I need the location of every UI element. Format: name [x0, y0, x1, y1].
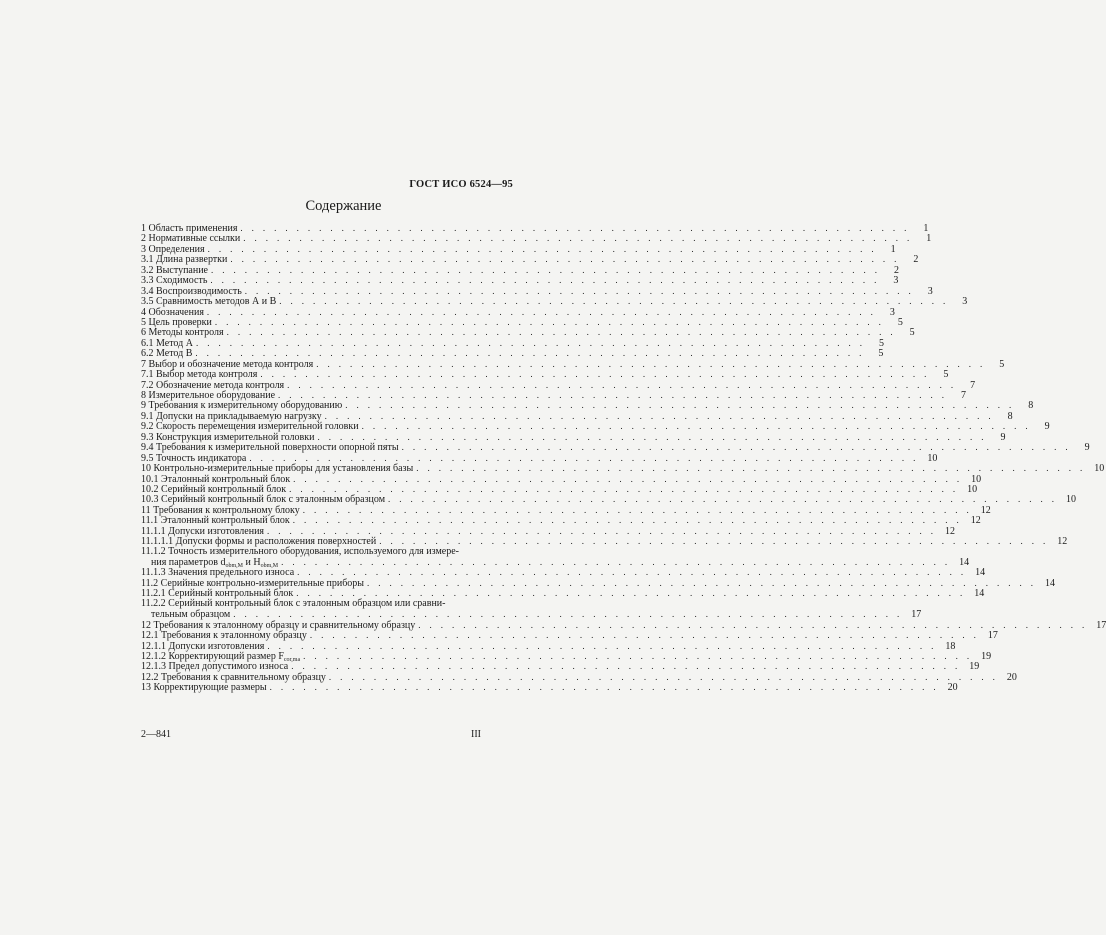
toc-entry-title: 9.1 Допуски на прикладываемую нагрузку	[141, 410, 322, 422]
toc-entry-title: 8 Измерительное оборудование	[141, 390, 276, 401]
toc-entry	[141, 400, 1034, 412]
toc-entry	[141, 337, 884, 349]
toc-page-number: 10	[1094, 463, 1105, 475]
toc-page-number: 5	[943, 369, 949, 381]
toc-entry	[141, 223, 929, 234]
toc-page-number: 12	[1057, 536, 1068, 548]
toc-entry	[141, 515, 981, 527]
page-title	[0, 198, 661, 215]
dot-leader: ............................................................	[401, 442, 1077, 453]
dot-leader: ............................................................	[361, 421, 1037, 432]
table-of-contents	[141, 223, 1106, 694]
toc-page-number: 14	[974, 588, 985, 600]
toc-entry-title: 11.1.1.1 Допуски формы и расположения поверхностей	[141, 536, 377, 548]
dot-leader: ............................................................	[240, 223, 916, 233]
dot-leader: ............................................................	[210, 275, 886, 286]
toc-entry-title: 6.1 Метод А	[141, 337, 193, 349]
dot-leader: ............................................................	[267, 640, 943, 651]
toc-entry	[141, 442, 1090, 454]
toc-page-number: 10	[1066, 494, 1077, 506]
toc-entry-title: 6.2 Метод В	[141, 348, 193, 360]
toc-entry-title: 9.5 Точность индикатора	[141, 452, 247, 464]
toc-entry-title: 3.2 Выступание	[141, 264, 208, 276]
dot-leader: ............................................................	[292, 515, 968, 526]
toc-page-number: 17	[987, 630, 998, 642]
dot-leader: ............................................................	[243, 233, 919, 244]
toc-entry-title: 3.3 Сходимость	[141, 275, 208, 287]
subscript: obm,M	[225, 563, 244, 569]
toc-entry-title: 11.2.1 Серийный контрольный блок	[141, 588, 294, 600]
toc-page-number: 14	[975, 567, 986, 579]
toc-page-number: 20	[947, 682, 958, 694]
dot-leader: ............................................................	[316, 358, 992, 369]
dot-leader: ............................................................	[230, 254, 906, 265]
toc-entry-title: 7 Выбор и обозначение метода контроля	[141, 358, 314, 370]
dot-leader: ............................................................	[206, 306, 882, 317]
subscript: cor,ma	[283, 656, 301, 663]
toc-entry	[141, 233, 932, 245]
toc-entry-title: ния параметров $d_{obm,M}$ и $H_{obm,M}$	[151, 557, 279, 569]
dot-leader: ............................................................	[345, 400, 1021, 411]
toc-page-number: 1	[926, 233, 932, 245]
toc-entry-title: 11.1 Эталонный контрольный блок	[141, 515, 290, 527]
dot-leader: ............................................................	[249, 452, 925, 463]
toc-entry-title: 11.2.2 Серийный контрольный блок с эталонным образцом или сравни-	[141, 597, 446, 609]
toc-entry-title: 11.1.1 Допуски изготовления	[141, 525, 265, 537]
dot-leader: ............................................................	[296, 588, 972, 599]
dot-leader: ............................................................	[303, 650, 979, 661]
dot-leader: ............................................................	[309, 630, 985, 641]
toc-entry-title: 4 Обозначения	[141, 306, 204, 318]
toc-entry	[141, 452, 938, 464]
dot-leader: ............................................................	[211, 264, 886, 275]
toc-entry-title: 3 Определения	[141, 243, 205, 255]
toc-page-number: 5	[878, 337, 884, 349]
dot-leader: ............................................................	[324, 410, 1000, 421]
toc-page-number: 3	[962, 296, 968, 308]
formula-text: и H	[243, 557, 261, 568]
toc-page-number: 9	[1084, 442, 1090, 454]
dot-leader: ............................................................	[302, 504, 978, 515]
toc-page-number: 10	[967, 483, 978, 495]
toc-page-number: 1	[890, 243, 896, 255]
toc-entry	[141, 661, 980, 673]
dot-leader: ............................................................	[279, 296, 955, 307]
toc-page-number: 7	[961, 390, 967, 401]
toc-entry	[141, 421, 1050, 433]
toc-page-number: 2	[913, 254, 919, 266]
toc-page-number: 9	[1000, 431, 1006, 443]
dot-leader: ............................................................	[388, 494, 1064, 505]
footer-page-number: III	[471, 729, 481, 740]
toc-entry	[141, 682, 958, 694]
toc-page-number: 18	[945, 640, 956, 652]
toc-entry-title: 12.1.1 Допуски изготовления	[141, 640, 265, 652]
toc-entry-title: 10 Контрольно-измерительные приборы для установления базы	[141, 463, 414, 475]
toc-entry	[141, 619, 1106, 631]
toc-entry	[141, 525, 956, 537]
toc-entry	[141, 640, 956, 652]
toc-page-number: 7	[970, 379, 976, 391]
toc-entry-title: 12.2 Требования к сравнительному образцу	[141, 671, 326, 683]
dot-leader: ............................................................	[195, 348, 871, 359]
toc-entry-title: 3.4 Воспроизводимость	[141, 285, 242, 297]
toc-entry	[141, 243, 896, 255]
toc-entry	[141, 577, 1056, 589]
toc-entry-title: 11.2 Серийные контрольно-измерительные приборы	[141, 577, 365, 589]
toc-page-number: 8	[1028, 400, 1034, 412]
toc-entry	[141, 536, 1068, 548]
footer-signature: 2—841	[141, 729, 171, 740]
toc-entry	[141, 650, 992, 663]
toc-entry	[141, 327, 915, 339]
toc-page-number: 1	[923, 223, 929, 234]
toc-entry-title: 10.3 Серийный контрольный блок с эталонным образцом	[141, 494, 386, 506]
toc-entry-title: 12 Требования к эталонному образцу и сравнительному образцу	[141, 619, 416, 631]
toc-entry	[141, 285, 933, 297]
toc-page-number: 14	[1045, 577, 1056, 589]
toc-page-number: 9	[1044, 421, 1050, 433]
toc-page-number: 10	[927, 452, 938, 464]
toc-page-number: 10	[971, 473, 982, 485]
dot-leader: ............................................................	[416, 463, 1092, 474]
toc-entry-title: 3.1 Длина развертки	[141, 254, 228, 266]
toc-entry	[141, 275, 899, 287]
toc-entry-title: 7.1 Выбор метода контроля	[141, 369, 258, 381]
toc-entry-title: 9.2 Скорость перемещения измерительной головки	[141, 421, 359, 433]
toc-page-number: 19	[981, 650, 992, 662]
toc-entry	[141, 463, 1105, 475]
toc-entry	[141, 671, 1017, 683]
dot-leader: ............................................................	[281, 557, 957, 567]
toc-entry	[141, 473, 982, 485]
toc-entry	[141, 609, 922, 621]
toc-entry	[141, 557, 970, 569]
dot-leader: ............................................................	[291, 661, 967, 672]
toc-entry	[141, 494, 1077, 506]
toc-entry-title: 11.1.2 Точность измерительного оборудования, используемого для измере-	[141, 545, 459, 557]
toc-entry-title: 12.1.2 Корректирующий размер $F_{cor,ma}$	[141, 650, 301, 663]
toc-entry-title: 9.3 Конструкция измерительной головки	[141, 431, 315, 443]
toc-page-number: 5	[897, 316, 903, 328]
dot-leader: ............................................................	[328, 671, 1004, 682]
toc-page-number: 5	[878, 348, 884, 360]
dot-leader: ............................................................	[317, 431, 993, 442]
toc-entry-title: тельным образцом	[151, 609, 231, 621]
standard-code: ГОСТ ИСО 6524—95	[409, 179, 513, 190]
dot-leader: ............................................................	[214, 316, 890, 327]
toc-page-number: 2	[894, 264, 899, 276]
toc-entry	[141, 296, 968, 308]
toc-page-number: 5	[999, 358, 1005, 370]
dot-leader: ............................................................	[244, 285, 920, 296]
toc-entry-title: 13 Корректирующие размеры	[141, 682, 267, 694]
toc-entry-title: 12.1.3 Предел допустимого износа	[141, 661, 289, 673]
toc-page-number: 3	[889, 306, 895, 318]
toc-entry-title: 12.1 Требования к эталонному образцу	[141, 630, 307, 642]
dot-leader: ............................................................	[379, 536, 1055, 547]
dot-leader: ............................................................	[289, 483, 965, 494]
toc-entry	[141, 390, 967, 401]
dot-leader: ............................................................	[297, 567, 973, 578]
dot-leader: ............................................................	[287, 379, 963, 390]
toc-page-number: 5	[909, 327, 915, 339]
dot-leader: ............................................................	[260, 369, 936, 380]
subscript: obm,M	[260, 563, 279, 569]
toc-entry-title: 9 Требования к измерительному оборудованию	[141, 400, 343, 412]
toc-entry	[141, 431, 1006, 443]
toc-entry-title: 11.1.3 Значения предельного износа	[141, 567, 295, 579]
toc-page-number: 14	[959, 557, 970, 568]
dot-leader: ............................................................	[278, 390, 954, 400]
toc-page-number: 3	[927, 285, 933, 297]
toc-entry	[141, 369, 949, 381]
toc-entry-title: 6 Методы контроля	[141, 327, 224, 339]
dot-leader: ............................................................	[233, 609, 909, 620]
toc-entry-title: 3.5 Сравнимость методов А и В	[141, 296, 277, 308]
toc-page-number: 12	[980, 504, 991, 516]
toc-entry	[141, 504, 991, 516]
toc-entry	[141, 264, 899, 276]
toc-entry-title: 5 Цель проверки	[141, 316, 212, 328]
toc-entry	[141, 567, 986, 579]
toc-entry	[141, 358, 1005, 370]
toc-entry	[141, 316, 903, 328]
toc-entry	[141, 379, 976, 391]
toc-entry-title: 10.1 Эталонный контрольный блок	[141, 473, 291, 485]
toc-page-number: 20	[1006, 671, 1017, 683]
dot-leader: ............................................................	[293, 473, 969, 484]
toc-entry	[141, 306, 895, 318]
toc-entry-title: 11 Требования к контрольному блоку	[141, 504, 300, 516]
toc-entry-title: 7.2 Обозначение метода контроля	[141, 379, 285, 391]
toc-entry	[141, 483, 978, 495]
toc-page-number: 19	[969, 661, 980, 673]
toc-entry-title: 9.4 Требования к измерительной поверхности опорной пяты	[141, 442, 399, 454]
toc-entry	[141, 630, 998, 642]
dot-leader: ............................................................	[267, 525, 943, 536]
dot-leader: ............................................................	[195, 337, 871, 348]
toc-entry-title: 10.2 Серийный контрольный блок	[141, 483, 287, 495]
page-title-text: Содержание	[305, 198, 382, 214]
dot-leader: ............................................................	[269, 682, 945, 693]
dot-leader: ............................................................	[367, 577, 1043, 588]
toc-entry	[141, 348, 884, 360]
toc-page-number: 12	[970, 515, 981, 527]
toc-entry	[141, 410, 1013, 422]
toc-page-number: 12	[945, 525, 956, 537]
toc-entry	[141, 547, 486, 557]
dot-leader: ............................................................	[207, 243, 883, 254]
toc-page-number: 17	[911, 609, 922, 621]
toc-entry-title: 1 Область применения	[141, 223, 238, 234]
dot-leader: ............................................................	[418, 619, 1094, 630]
toc-page-number: 3	[893, 275, 899, 287]
dot-leader: ............................................................	[226, 327, 902, 338]
toc-entry	[141, 599, 486, 609]
toc-entry	[141, 254, 919, 266]
toc-page-number: 8	[1007, 410, 1013, 422]
toc-page-number: 17	[1096, 619, 1106, 631]
toc-entry-title: 2 Нормативные ссылки	[141, 233, 241, 245]
